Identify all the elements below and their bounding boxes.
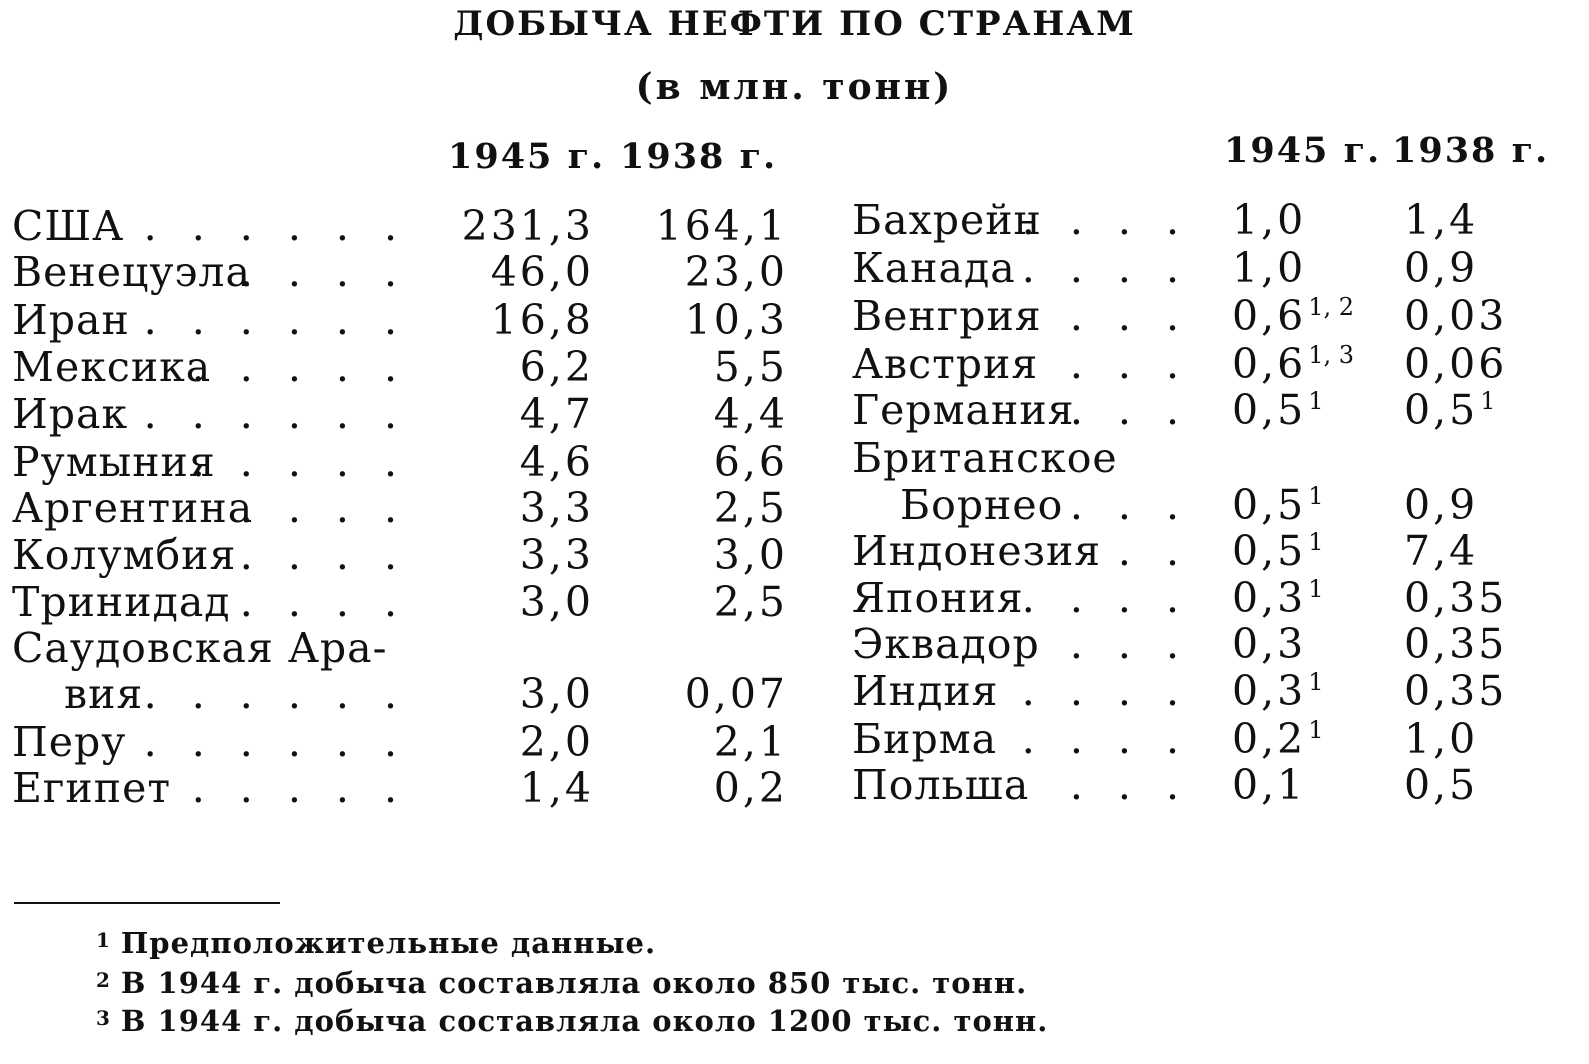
value-1945: 16,8 <box>490 296 594 344</box>
value-1938 <box>1404 716 1478 762</box>
value-1945: 3,0 <box>519 670 594 718</box>
leader-dots: . . . . . <box>191 343 408 391</box>
value-1938: 2,5 <box>713 484 788 532</box>
leader-dots: . . . <box>1069 386 1190 434</box>
country-name: США <box>12 202 125 250</box>
country-name: Индонезия <box>852 527 1102 575</box>
value-1938: 2,1 <box>713 718 788 766</box>
leader-dots: . . . . <box>239 531 408 579</box>
left-header-1945: 1945 г. <box>448 136 606 177</box>
footnote-ref: 1 <box>1308 716 1324 744</box>
leader-dots: . . . . . <box>191 438 408 486</box>
leader-dots: . . . . <box>239 578 408 626</box>
leader-dots: . . . . <box>1021 196 1190 244</box>
value-1938-number: 1,4 <box>1404 196 1479 244</box>
country-name: Тринидад <box>12 578 231 626</box>
leader-dots: . . . . . . <box>143 296 408 344</box>
value-1945 <box>1232 293 1354 339</box>
value-1938-number: 0,06 <box>1404 340 1508 388</box>
country-name: Ирак <box>12 390 129 438</box>
leader-dots: . . . <box>1069 481 1190 529</box>
value-1938-number: 0,03 <box>1404 292 1508 340</box>
footnote-ref: 1 <box>1308 668 1324 696</box>
value-1945-number: 0,5 <box>1232 386 1307 434</box>
country-name: Иран <box>12 296 130 344</box>
value-1945-number: 0,5 <box>1232 527 1307 575</box>
value-1938 <box>1404 293 1507 339</box>
page-title: ДОБЫЧА НЕФТИ ПО СТРАНАМ <box>453 4 1136 44</box>
leader-dots: . . . . <box>1021 244 1190 292</box>
footnote-ref: 1 <box>1308 528 1324 556</box>
value-1938 <box>1404 245 1478 291</box>
value-1938: 2,5 <box>713 578 788 626</box>
leader-dots: . . . . <box>239 484 408 532</box>
value-1945: 4,6 <box>519 438 594 486</box>
table-row <box>852 762 1572 808</box>
value-1945: 3,0 <box>519 578 594 626</box>
value-1938: 23,0 <box>684 248 788 296</box>
table-row <box>852 435 1572 481</box>
value-1945-number: 0,3 <box>1232 574 1307 622</box>
value-1945 <box>1232 716 1324 762</box>
value-1945 <box>1232 387 1324 433</box>
country-name: Британское <box>852 434 1118 482</box>
country-name: Индия <box>852 667 999 715</box>
value-1938: 6,6 <box>713 438 788 486</box>
value-1945: 6,2 <box>519 343 594 391</box>
value-1938 <box>1404 197 1478 243</box>
leader-dots: . . . <box>1069 761 1190 809</box>
value-1945-number: 0,1 <box>1232 761 1307 809</box>
value-1938 <box>1404 668 1507 714</box>
leader-dots: . . . . . . <box>143 202 408 250</box>
leader-dots: . . . . <box>239 248 408 296</box>
right-header-1938: 1938 г. <box>1392 130 1550 171</box>
table-row <box>852 197 1572 243</box>
value-1945-number: 1,0 <box>1232 196 1307 244</box>
leader-dots: . . <box>1117 527 1190 575</box>
value-1945 <box>1232 762 1306 808</box>
value-1938: 0,07 <box>684 670 788 718</box>
value-1945: 2,0 <box>519 718 594 766</box>
value-1938-number: 0,5 <box>1404 386 1479 434</box>
value-1945: 1,4 <box>519 764 594 812</box>
value-1945: 4,7 <box>519 390 594 438</box>
value-1938-number: 0,9 <box>1404 481 1479 529</box>
value-1938-number: 0,35 <box>1404 667 1508 715</box>
left-header-1938: 1938 г. <box>620 136 778 177</box>
value-1938 <box>1404 575 1507 621</box>
value-1938 <box>1404 341 1507 387</box>
value-1945 <box>1232 528 1324 574</box>
value-1945 <box>1232 621 1306 667</box>
country-name: Мексика <box>12 343 212 391</box>
footnote-ref: 1, 2 <box>1308 293 1355 321</box>
value-1938: 164,1 <box>655 202 788 250</box>
country-name: Перу <box>12 718 127 766</box>
leader-dots: . . . . . . <box>143 718 408 766</box>
value-1945-number: 1,0 <box>1232 244 1307 292</box>
footnote-ref: 1 <box>1480 387 1496 415</box>
footnote-ref: 1, 3 <box>1308 341 1355 369</box>
value-1938: 10,3 <box>684 296 788 344</box>
page-subtitle: (в млн. тонн) <box>635 66 954 108</box>
value-1938-number: 1,0 <box>1404 715 1479 763</box>
value-1945 <box>1232 245 1306 291</box>
table-row <box>852 716 1572 762</box>
value-1945: 46,0 <box>490 248 594 296</box>
value-1945 <box>1232 197 1306 243</box>
leader-dots: . . . . . <box>191 764 408 812</box>
table-row <box>852 575 1572 621</box>
footnote-ref: 1 <box>1308 387 1324 415</box>
footnote <box>96 966 1027 1000</box>
footnote-mark: 1 <box>96 928 111 952</box>
footnote-rule <box>14 902 280 904</box>
right-header-1945: 1945 г. <box>1224 130 1382 171</box>
table-row <box>852 293 1572 339</box>
country-name: вия <box>64 670 144 718</box>
value-1945-number: 0,5 <box>1232 481 1307 529</box>
country-name: Румыния <box>12 438 216 486</box>
value-1938 <box>1404 387 1496 433</box>
footnote-mark: 3 <box>96 1006 111 1030</box>
table-row <box>852 621 1572 667</box>
value-1938 <box>1404 621 1507 667</box>
value-1938: 4,4 <box>713 390 788 438</box>
footnote <box>96 926 656 960</box>
footnote-mark: 2 <box>96 968 111 992</box>
country-name: Австрия <box>852 340 1039 388</box>
value-1938 <box>1404 482 1478 528</box>
value-1938-number: 0,9 <box>1404 244 1479 292</box>
country-name: Польша <box>852 761 1030 809</box>
country-name: Венгрия <box>852 292 1042 340</box>
footnote <box>96 1004 1048 1038</box>
value-1945 <box>1232 482 1324 528</box>
value-1945 <box>1232 341 1354 387</box>
value-1938-number: 0,5 <box>1404 761 1479 809</box>
value-1938: 3,0 <box>713 531 788 579</box>
value-1945-number: 0,2 <box>1232 715 1307 763</box>
table-row <box>852 528 1572 574</box>
table-row <box>852 245 1572 291</box>
country-name: Бахрейн <box>852 196 1042 244</box>
leader-dots: . . . <box>1069 620 1190 668</box>
value-1945 <box>1232 668 1324 714</box>
country-name: Аргентина <box>12 484 254 532</box>
value-1945-number: 0,6 <box>1232 292 1307 340</box>
country-name: Бирма <box>852 715 998 763</box>
leader-dots: . . . . <box>1021 667 1190 715</box>
country-name: Саудовская Ара- <box>12 624 388 672</box>
value-1938: 0,2 <box>713 764 788 812</box>
value-1938-number: 0,35 <box>1404 574 1508 622</box>
footnote-text: В 1944 г. добыча составляла около 850 тыс. тонн. <box>120 966 1028 1000</box>
table-row <box>852 341 1572 387</box>
country-name: Япония <box>852 574 1024 622</box>
country-name: Венецуэла <box>12 248 251 296</box>
value-1945-number: 0,6 <box>1232 340 1307 388</box>
country-name: Канада <box>852 244 1016 292</box>
value-1945 <box>1232 575 1324 621</box>
value-1938-number: 7,4 <box>1404 527 1479 575</box>
footnote-text: В 1944 г. добыча составляла около 1200 тыс. тонн. <box>120 1004 1049 1038</box>
value-1945-number: 0,3 <box>1232 667 1307 715</box>
table-row <box>852 387 1572 433</box>
leader-dots: . . . . . . <box>143 390 408 438</box>
leader-dots: . . . . <box>1021 574 1190 622</box>
country-name: Германия <box>852 386 1075 434</box>
leader-dots: . . . <box>1069 340 1190 388</box>
value-1938: 5,5 <box>713 343 788 391</box>
value-1945-number: 0,3 <box>1232 620 1307 668</box>
country-name: Борнео <box>900 481 1064 529</box>
footnote-text: Предположительные данные. <box>120 926 657 960</box>
value-1945: 231,3 <box>461 202 594 250</box>
leader-dots: . . . <box>1069 292 1190 340</box>
country-name: Египет <box>12 764 172 812</box>
value-1938 <box>1404 762 1478 808</box>
table-row <box>852 482 1572 528</box>
value-1938-number: 0,35 <box>1404 620 1508 668</box>
country-name: Колумбия <box>12 531 237 579</box>
value-1945: 3,3 <box>519 531 594 579</box>
value-1938 <box>1404 528 1478 574</box>
leader-dots: . . . . . . <box>143 670 408 718</box>
country-name: Эквадор <box>852 620 1040 668</box>
footnote-ref: 1 <box>1308 482 1324 510</box>
leader-dots: . . . . <box>1021 715 1190 763</box>
table-row <box>852 668 1572 714</box>
footnote-ref: 1 <box>1308 575 1324 603</box>
value-1945: 3,3 <box>519 484 594 532</box>
